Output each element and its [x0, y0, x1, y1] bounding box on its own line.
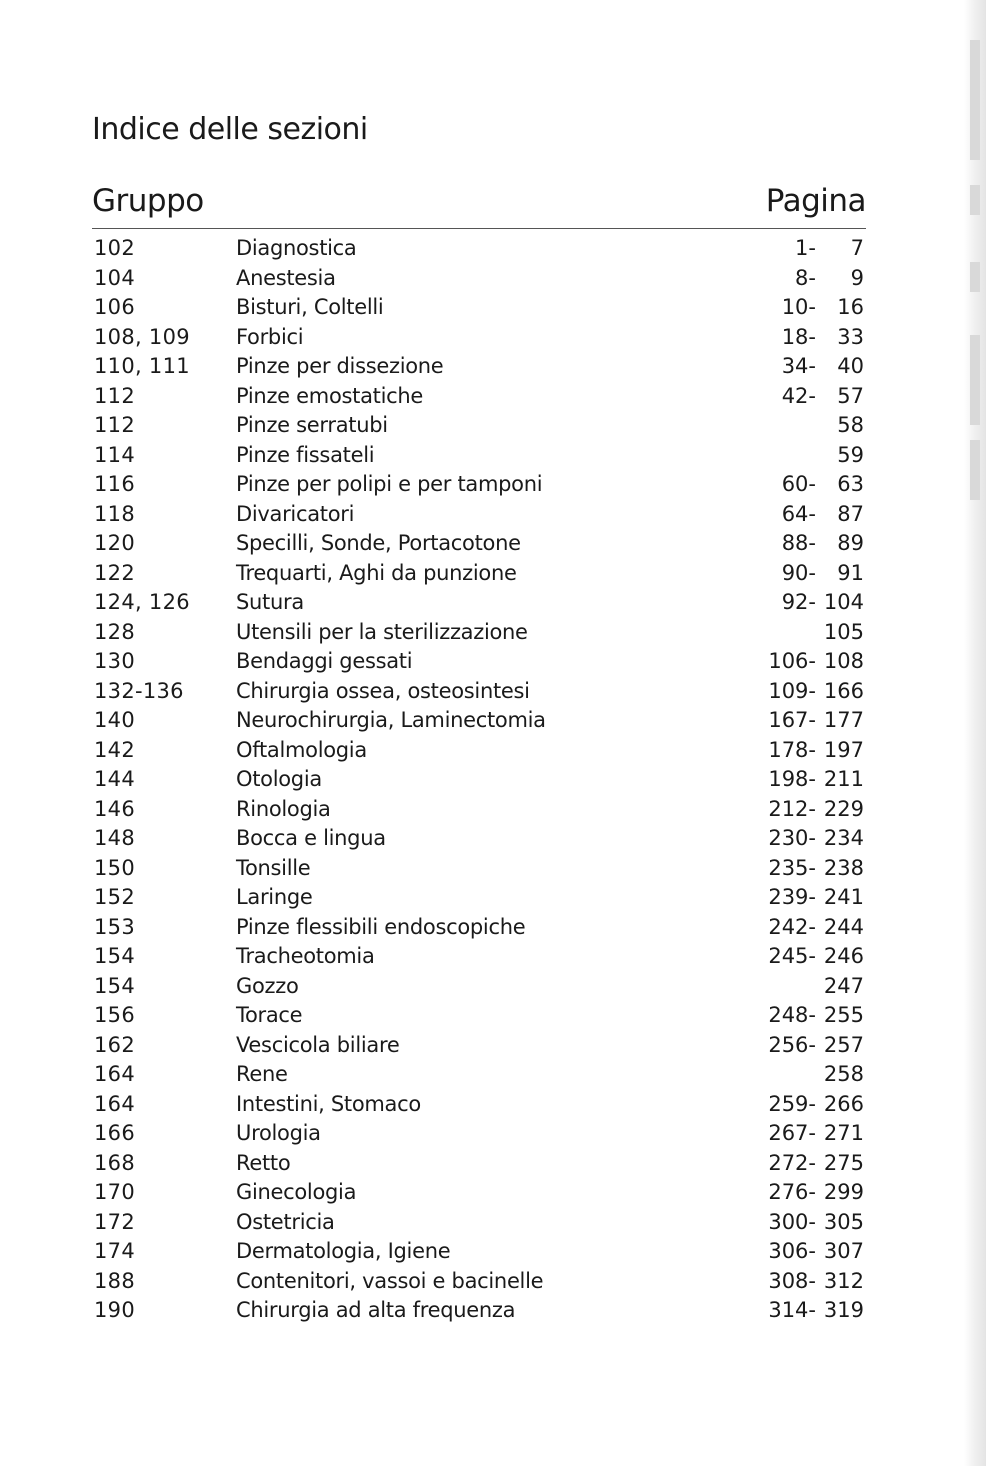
section-title: Tonsille — [236, 855, 311, 880]
page-range — [746, 1060, 866, 1090]
thumb-index-tab — [970, 440, 980, 500]
table-header — [92, 180, 866, 229]
group-number: 142 — [94, 737, 135, 762]
index-row — [92, 1090, 866, 1120]
page-from: 64- — [781, 501, 816, 526]
page-to: 57 — [837, 383, 864, 408]
section-title: Gozzo — [236, 973, 299, 998]
page-to: 40 — [837, 354, 864, 378]
page-from: 256- — [768, 1032, 816, 1057]
section-title: Utensili per la sterilizzazione — [236, 619, 528, 644]
page-range — [746, 500, 866, 530]
index-row — [92, 500, 866, 530]
page-from: 60- — [781, 472, 816, 496]
page-to: 305 — [823, 1209, 864, 1234]
page-range — [746, 529, 866, 559]
page-from: 106- — [768, 649, 816, 673]
thumb-index-tab — [970, 335, 980, 425]
index-row — [92, 913, 866, 943]
page-to: 108 — [823, 649, 864, 673]
page-range — [746, 854, 866, 884]
index-row — [92, 854, 866, 884]
page-from: 109- — [768, 678, 816, 703]
group-number: 164 — [94, 1091, 135, 1116]
page-range — [746, 942, 866, 972]
section-title: Vescicola biliare — [236, 1032, 400, 1057]
group-number: 112 — [94, 413, 135, 437]
group-number: 122 — [94, 560, 135, 585]
page-range — [746, 1267, 866, 1297]
group-number: 114 — [94, 442, 135, 467]
index-row — [92, 765, 866, 795]
group-number: 168 — [94, 1150, 135, 1175]
page-range — [746, 441, 866, 471]
section-title: Rinologia — [236, 796, 331, 821]
page-from: 239- — [768, 885, 816, 909]
column-header-group: Gruppo — [92, 183, 204, 219]
section-title: Trequarti, Aghi da punzione — [236, 560, 517, 585]
page-range — [746, 234, 866, 264]
page-from: 34- — [781, 354, 816, 378]
page-to: 255 — [823, 1003, 864, 1027]
group-number: 166 — [94, 1121, 135, 1145]
page-to: 234 — [823, 826, 864, 850]
page-range — [746, 470, 866, 500]
group-number: 102 — [94, 236, 135, 260]
page-from: 88- — [781, 531, 816, 555]
page-to: 229 — [823, 796, 864, 821]
index-row — [92, 234, 866, 264]
section-title: Tracheotomia — [236, 944, 375, 968]
page-from: 1- — [795, 236, 816, 260]
group-number: 156 — [94, 1003, 135, 1027]
page-from: 212- — [768, 796, 816, 821]
page-from: 308- — [768, 1268, 816, 1293]
section-title: Contenitori, vassoi e bacinelle — [236, 1268, 544, 1293]
thumb-index-tab — [970, 262, 980, 292]
group-number: 130 — [94, 649, 135, 673]
page-edge — [964, 0, 986, 1466]
page-range — [746, 972, 866, 1002]
page-to: 166 — [823, 678, 864, 703]
group-number: 164 — [94, 1062, 135, 1086]
section-index-list — [92, 234, 866, 1326]
page-from: 306- — [768, 1239, 816, 1263]
page-range — [746, 677, 866, 707]
section-title: Anestesia — [236, 265, 336, 290]
page-to: 238 — [823, 855, 864, 880]
page-from: 314- — [768, 1298, 816, 1322]
page-title: Indice delle sezioni — [92, 112, 368, 147]
index-row — [92, 824, 866, 854]
section-title: Bendaggi gessati — [236, 649, 413, 673]
section-title: Sutura — [236, 590, 304, 614]
group-number: 148 — [94, 826, 135, 850]
index-row — [92, 1149, 866, 1179]
page-to: 312 — [823, 1268, 864, 1293]
group-number: 170 — [94, 1180, 135, 1204]
index-row — [92, 1119, 866, 1149]
page-to: 319 — [823, 1298, 864, 1322]
page-range — [746, 1208, 866, 1238]
section-title: Diagnostica — [236, 236, 357, 260]
page-from: 18- — [781, 324, 816, 349]
section-title: Ginecologia — [236, 1180, 357, 1204]
page-range — [746, 411, 866, 441]
index-row — [92, 529, 866, 559]
page-from: 10- — [781, 295, 816, 319]
page-range — [746, 1296, 866, 1326]
thumb-index-tab — [970, 40, 980, 160]
page-to: 271 — [823, 1121, 864, 1145]
section-title: Otologia — [236, 767, 322, 791]
index-row — [92, 618, 866, 648]
section-title: Pinze per polipi e per tamponi — [236, 472, 543, 496]
page-range — [746, 264, 866, 294]
index-row — [92, 1237, 866, 1267]
section-title: Rene — [236, 1062, 288, 1086]
page-range — [746, 323, 866, 353]
page-from: 167- — [768, 708, 816, 732]
page-range — [746, 1178, 866, 1208]
section-title: Specilli, Sonde, Portacotone — [236, 531, 521, 555]
page-range — [746, 706, 866, 736]
page-range — [746, 1031, 866, 1061]
index-row — [92, 706, 866, 736]
page-from: 272- — [768, 1150, 816, 1175]
section-title: Pinze emostatiche — [236, 383, 423, 408]
index-row — [92, 677, 866, 707]
page-to: 307 — [823, 1239, 864, 1263]
page-to: 89 — [837, 531, 864, 555]
page-to: 63 — [837, 472, 864, 496]
page-from: 245- — [768, 944, 816, 968]
index-row — [92, 1178, 866, 1208]
group-number: 124, 126 — [94, 590, 190, 614]
page-to: 197 — [823, 737, 864, 762]
page-range — [746, 647, 866, 677]
page-range — [746, 736, 866, 766]
section-title: Pinze flessibili endoscopiche — [236, 914, 526, 939]
index-row — [92, 883, 866, 913]
group-number: 120 — [94, 531, 135, 555]
section-title: Urologia — [236, 1121, 321, 1145]
page-to: 91 — [837, 560, 864, 585]
page-from: 300- — [768, 1209, 816, 1234]
group-number: 188 — [94, 1268, 135, 1293]
page-range — [746, 1001, 866, 1031]
page-to: 59 — [837, 442, 864, 467]
page-from: 90- — [781, 560, 816, 585]
page-range — [746, 883, 866, 913]
page-to: 16 — [837, 295, 864, 319]
group-number: 140 — [94, 708, 135, 732]
index-row — [92, 382, 866, 412]
group-number: 190 — [94, 1298, 135, 1322]
page-range — [746, 1237, 866, 1267]
index-row — [92, 1001, 866, 1031]
group-number: 144 — [94, 767, 135, 791]
page-from: 248- — [768, 1003, 816, 1027]
page-from: 178- — [768, 737, 816, 762]
page-to: 87 — [837, 501, 864, 526]
group-number: 162 — [94, 1032, 135, 1057]
group-number: 110, 111 — [94, 354, 190, 378]
section-title: Ostetricia — [236, 1209, 335, 1234]
section-title: Pinze serratubi — [236, 413, 388, 437]
index-row — [92, 1267, 866, 1297]
page-to: 258 — [823, 1062, 864, 1086]
page-to: 247 — [823, 973, 864, 998]
page-from: 230- — [768, 826, 816, 850]
index-row — [92, 293, 866, 323]
page-from: 198- — [768, 767, 816, 791]
index-row — [92, 588, 866, 618]
page-from: 267- — [768, 1121, 816, 1145]
index-row — [92, 647, 866, 677]
index-row — [92, 942, 866, 972]
page-from: 242- — [768, 914, 816, 939]
index-row — [92, 1060, 866, 1090]
page-to: 177 — [823, 708, 864, 732]
page-from: 8- — [795, 265, 816, 290]
page-range — [746, 913, 866, 943]
page-to: 246 — [823, 944, 864, 968]
section-title: Chirurgia ad alta frequenza — [236, 1298, 516, 1322]
index-row — [92, 470, 866, 500]
section-title: Oftalmologia — [236, 737, 367, 762]
group-number: 172 — [94, 1209, 135, 1234]
page-to: 266 — [823, 1091, 864, 1116]
page-range — [746, 588, 866, 618]
page-to: 257 — [823, 1032, 864, 1057]
index-row — [92, 352, 866, 382]
group-number: 174 — [94, 1239, 135, 1263]
section-title: Torace — [236, 1003, 303, 1027]
page-range — [746, 795, 866, 825]
thumb-index-tab — [970, 185, 980, 215]
index-row — [92, 795, 866, 825]
section-title: Laringe — [236, 885, 313, 909]
section-title: Pinze per dissezione — [236, 354, 444, 378]
page-to: 58 — [837, 413, 864, 437]
index-row — [92, 972, 866, 1002]
page-to: 7 — [850, 236, 864, 260]
page-range — [746, 1149, 866, 1179]
group-number: 104 — [94, 265, 135, 290]
section-title: Dermatologia, Igiene — [236, 1239, 451, 1263]
index-row — [92, 1031, 866, 1061]
index-row — [92, 559, 866, 589]
page-from: 42- — [781, 383, 816, 408]
section-title: Neurochirurgia, Laminectomia — [236, 708, 546, 732]
page-range — [746, 824, 866, 854]
section-title: Forbici — [236, 324, 304, 349]
group-number: 128 — [94, 619, 135, 644]
index-row — [92, 1208, 866, 1238]
page-range — [746, 559, 866, 589]
page-to: 211 — [823, 767, 864, 791]
column-header-page: Pagina — [765, 183, 866, 219]
index-row — [92, 323, 866, 353]
section-title: Bocca e lingua — [236, 826, 386, 850]
page-range — [746, 1090, 866, 1120]
group-number: 132-136 — [94, 678, 184, 703]
group-number: 152 — [94, 885, 135, 909]
page-to: 105 — [823, 619, 864, 644]
index-row — [92, 441, 866, 471]
index-row — [92, 736, 866, 766]
group-number: 154 — [94, 973, 135, 998]
group-number: 108, 109 — [94, 324, 190, 349]
group-number: 154 — [94, 944, 135, 968]
section-title: Bisturi, Coltelli — [236, 295, 384, 319]
page-to: 244 — [823, 914, 864, 939]
section-title: Divaricatori — [236, 501, 355, 526]
section-title: Pinze fissateli — [236, 442, 375, 467]
page-range — [746, 382, 866, 412]
page-range — [746, 765, 866, 795]
page-to: 275 — [823, 1150, 864, 1175]
page-range — [746, 352, 866, 382]
page-range — [746, 293, 866, 323]
section-title: Intestini, Stomaco — [236, 1091, 421, 1116]
group-number: 153 — [94, 914, 135, 939]
page-from: 235- — [768, 855, 816, 880]
index-row — [92, 411, 866, 441]
page-range — [746, 618, 866, 648]
section-title: Chirurgia ossea, osteosintesi — [236, 678, 530, 703]
group-number: 112 — [94, 383, 135, 408]
page-to: 104 — [823, 590, 864, 614]
group-number: 150 — [94, 855, 135, 880]
page-from: 259- — [768, 1091, 816, 1116]
group-number: 146 — [94, 796, 135, 821]
group-number: 116 — [94, 472, 135, 496]
page-to: 299 — [823, 1180, 864, 1204]
page-to: 9 — [850, 265, 864, 290]
page-from: 92- — [781, 590, 816, 614]
section-title: Retto — [236, 1150, 291, 1175]
page-to: 241 — [823, 885, 864, 909]
page-to: 33 — [837, 324, 864, 349]
group-number: 118 — [94, 501, 135, 526]
page-range — [746, 1119, 866, 1149]
group-number: 106 — [94, 295, 135, 319]
index-row — [92, 1296, 866, 1326]
page-from: 276- — [768, 1180, 816, 1204]
index-row — [92, 264, 866, 294]
